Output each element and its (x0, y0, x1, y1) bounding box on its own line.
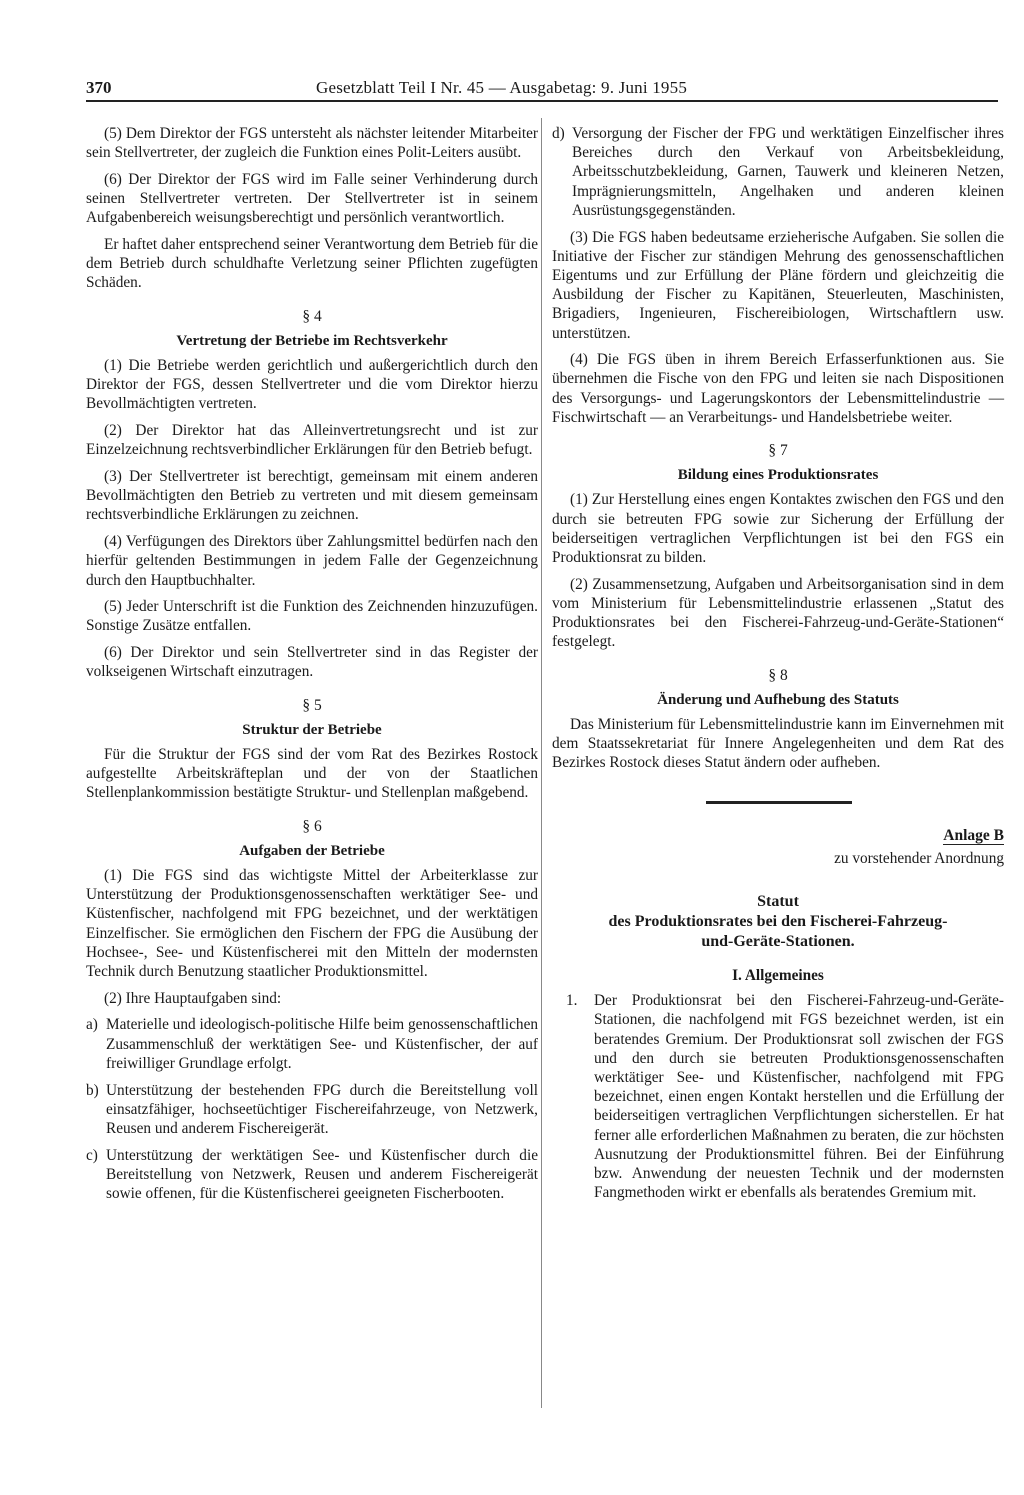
paragraph: (1) Die Betriebe werden gerichtlich und außergerichtlich durch den Direktor der FGS, dessen Stellvertreter und die vom Direktor hierzu Bevollmächtigten vertreten. (86, 357, 538, 413)
paragraph: (4) Verfügungen des Direktors über Zahlungsmittel bedürfen nach den hierfür geltenden Bestimmungen in jedem Falle der Gegenzeichnung durch den Hauptbuchhalter. (86, 533, 538, 589)
numbered-item-label: 1. (566, 992, 578, 1010)
list-item (86, 1081, 538, 1139)
section-number: § 6 (302, 817, 322, 835)
list-item-text: Unterstützung der werktätigen See- und Küstenfischer durch die Bereitstellung von Netzwerk, Reusen und anderem Fischereigerät sowie offenen, für die Küstenfischerei geeigneten Fischerbooten. (106, 1146, 538, 1203)
section-title: Vertretung der Betriebe im Rechtsverkehr (176, 332, 448, 349)
section-number: § 7 (768, 442, 788, 460)
numbered-item-text: Der Produktionsrat bei den Fischerei-Fahrzeug-und-Geräte-Stationen, die nachfolgend mit FGS bezeichnet werden, ist ein beratendes Gremium. Der Produktionsrat soll zwischen der FGS und den durch sie betreuten Produktionsgenossenschaften werktätiger See- und Küstenfischer, nachfolgend mit FPG bezeichnet, einen engen Kontakt herstellen und die Erfüllung der beiderseitigen vertraglichen Verpflichtungen sicherstellen. Er hat ferner alle erforderlichen Maßnahmen zu beraten, die zur höchsten Ausnutzung der Produktionsmittel führen. Bei der Einführung bzw. Anwendung der neuesten Technik und der modernsten Fangmethoden wirkt er ebenfalls als beratendes Gremium mit. (594, 992, 1004, 1202)
chapter-heading: I. Allgemeines (732, 967, 824, 984)
annex-title-text: Anlage B (943, 826, 1004, 844)
statute-subtitle-line: des Produktionsrates bei den Fischerei-Fahrzeug- (608, 913, 948, 930)
section-title: Aufgaben der Betriebe (239, 842, 385, 859)
section-title: Änderung und Aufhebung des Statuts (657, 691, 899, 708)
list-item-text: Materielle und ideologisch-politische Hilfe beim genossenschaftlichen Zusammenschluß der werktätigen See- und Küstenfischer, der auf freiwilliger Grundlage erfolgt. (106, 1016, 539, 1072)
list-item (552, 124, 1004, 220)
section-title: Struktur der Betriebe (242, 721, 382, 738)
section-number: § 8 (768, 666, 788, 684)
list-item-label: c) (86, 1146, 98, 1164)
paragraph: Er haftet daher entsprechend seiner Verantwortung dem Betrieb für die dem Betrieb durch schuldhafte Verletzung seiner Pflichten zugefügten Schäden. (86, 236, 538, 292)
paragraph: (5) Dem Direktor der FGS untersteht als nächster leitender Mitarbeiter sein Stellvertreter, der zugleich die Funktion eines Polit-Leiters ausübt. (86, 125, 538, 162)
list-item-text: Unterstützung der bestehenden FPG durch die Bereitstellung voll einsatzfähiger, hochseetüchtiger Fischereifahrzeuge, von Netzwerk, Reusen und anderem Fischereigerät. (106, 1081, 538, 1137)
right-column (552, 124, 1004, 1210)
statute-subtitle-line: und-Geräte-Stationen. (701, 933, 855, 950)
column-divider (541, 118, 542, 1408)
page-number: 370 (86, 78, 112, 97)
paragraph: Das Ministerium für Lebensmittelindustrie kann im Einvernehmen mit dem Staatssekretariat für Innere Angelegenheiten und dem Rat des Bezirkes Rostock dieses Statut ändern oder aufheben. (552, 715, 1004, 772)
paragraph: (3) Die FGS haben bedeutsame erzieherische Aufgaben. Sie sollen die Initiative der Fischer zur ständigen Mehrung des genossenschaftlichen Eigentums und zur Erfüllung der Pläne fördern und gleichzeitig die Ausbildung der Fischer zu Kapitänen, Steuerleuten, Maschinisten, Brigadiers, Ingenieuren, Fischereibiologen, Wirtschaftlern usw. unterstützen. (552, 228, 1004, 342)
section-separator-rule (706, 801, 852, 804)
paragraph: (3) Der Stellvertreter ist berechtigt, gemeinsam mit einem anderen Bevollmächtigten den Betrieb zu vertreten und mit diesem gemeinsam rechtsverbindliche Erklärungen zu zeichnen. (86, 468, 538, 524)
list-item-label: d) (552, 125, 565, 142)
left-column (86, 124, 538, 1211)
paragraph: (5) Jeder Unterschrift ist die Funktion des Zeichnenden hinzuzufügen. Sonstige Zusätze entfallen. (86, 598, 538, 635)
paragraph: (1) Zur Herstellung eines engen Kontaktes zwischen den FGS und den durch sie betreuten FPG sowie zur Sicherung der Erfüllung der beiderseitigen vertraglichen Verpflichtungen ist bei den FGS ein Produktionsrat zu bilden. (552, 491, 1004, 567)
paragraph: (6) Der Direktor der FGS wird im Falle seiner Verhinderung durch seinen Stellvertreter vertreten. Der Stellvertreter ist in seinem Aufgabenbereich weisungsberechtigt und persönlich verantwortlich. (86, 170, 538, 227)
page-header-title: Gesetzblatt Teil I Nr. 45 — Ausgabetag: 9. Juni 1955 (316, 78, 688, 97)
statute-title: Statut (757, 893, 799, 910)
paragraph: (2) Ihre Hauptaufgaben sind: (104, 989, 282, 1007)
paragraph: (6) Der Direktor und sein Stellvertreter sind in das Register der volkseigenen Wirtschaft einzutragen. (86, 644, 538, 681)
list-item-label: b) (86, 1081, 99, 1099)
section-number: § 5 (302, 696, 322, 714)
paragraph: (1) Die FGS sind das wichtigste Mittel der Arbeiterklasse zur Unterstützung der Produktionsgenossenschaften werktätiger See- und Küstenfischer, nachfolgend mit FPG bezeichnet, und der werktätigen Einzelfischer. Sie ermöglichen den Fischern der FPG die Ausübung der Hochsee-, See- und Küstenfischerei mit den Mitteln der modernsten Technik durch Benutzung staatlicher Produktionsmittel. (86, 867, 538, 981)
list-item (86, 1015, 538, 1073)
paragraph: (2) Zusammensetzung, Aufgaben und Arbeitsorganisation sind in dem vom Ministerium für Lebensmittelindustrie erlassenen „Statut des Produktionsrates bei den Fischerei-Fahrzeug-und-Geräte-Stationen“ festgelegt. (552, 575, 1004, 651)
numbered-item (552, 991, 1004, 1202)
section-number: § 4 (302, 307, 322, 325)
paragraph: Für die Struktur der FGS sind der vom Rat des Bezirkes Rostock aufgestellte Arbeitskräfteplan und der von der Staatlichen Stellenplankommission bestätigte Struktur- und Stellenplan maßgebend. (86, 745, 538, 802)
header-rule (86, 100, 998, 102)
list-item-label: a) (86, 1016, 98, 1034)
paragraph: (4) Die FGS üben in ihrem Bereich Erfasserfunktionen aus. Sie übernehmen die Fische von den FPG und leiten sie nach Dispositionen des Versorgungs- und Lagerungskontors der Lebensmittelindustrie — Fischwirtschaft — an Verarbeitungs- und Handelsbetriebe weiter. (552, 351, 1004, 426)
annex-subtitle: zu vorstehender Anordnung (834, 849, 1004, 867)
list-item-text: Versorgung der Fischer der FPG und werktätigen Einzelfischer ihres Bereiches durch den Verkauf von Arbeitsbekleidung, Arbeitsschutzbekleidung, Garnen, Tauwerk und kleineren Netzen, Imprägnierungsmitteln, Angelhaken und anderen kleinen Ausrüstungsgegenständen. (572, 125, 1004, 219)
paragraph: (2) Der Direktor hat das Alleinvertretungsrecht und ist zur Einzelzeichnung rechtsverbindlicher Erklärungen für den Betrieb befugt. (86, 422, 538, 459)
section-title: Bildung eines Produktionsrates (677, 467, 879, 484)
list-item (86, 1146, 538, 1204)
annex-title (552, 826, 1004, 845)
